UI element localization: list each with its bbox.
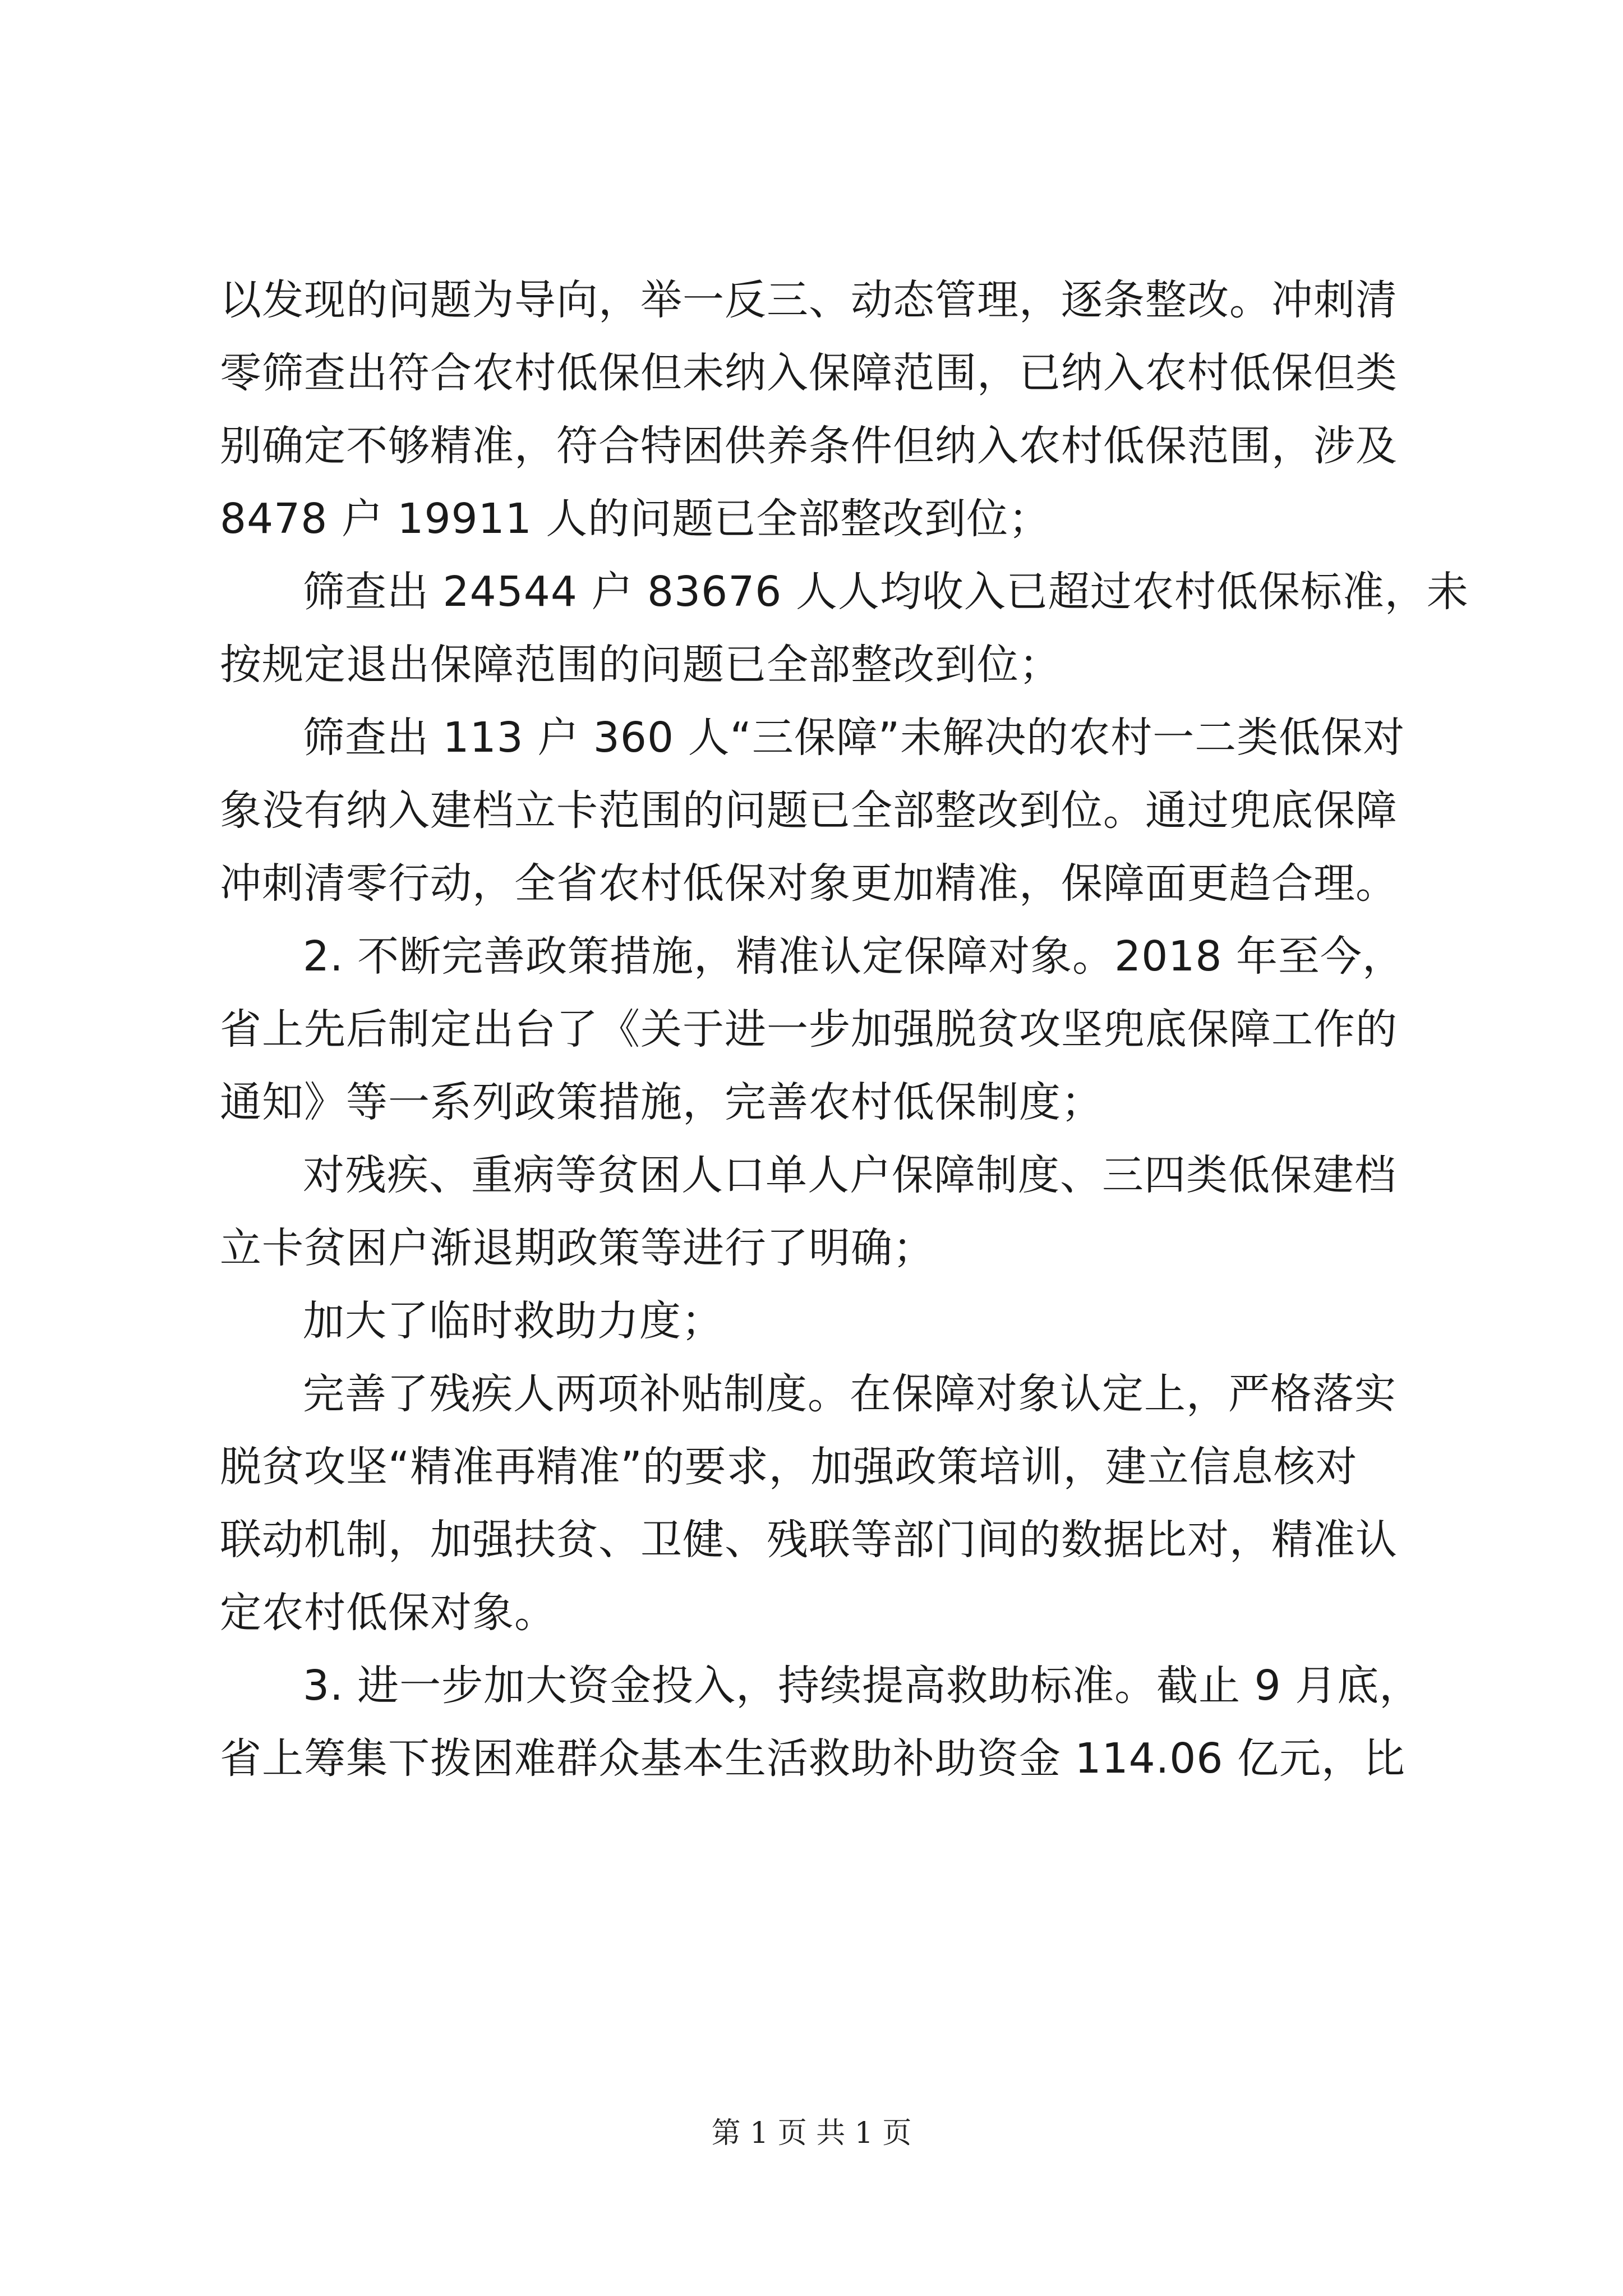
text-line: 筛查出 24544 户 83676 人人均收入已超过农村低保标准，未 [303, 568, 1469, 616]
body-text [220, 264, 1469, 1795]
text-line: 8478 户 19911 人的问题已全部整改到位； [220, 495, 1051, 543]
text-line: 按规定退出保障范围的问题已全部整改到位； [220, 641, 1061, 689]
text-line: 完善了残疾人两项补贴制度。在保障对象认定上，严格落实 [303, 1370, 1396, 1418]
text-line: 对残疾、重病等贫困人口单人户保障制度、三四类低保建档 [303, 1151, 1396, 1199]
text-line: 别确定不够精准，符合特困供养条件但纳入农村低保范围，涉及 [220, 422, 1398, 470]
text-line: 脱贫攻坚“精准再精准”的要求，加强政策培训，建立信息核对 [220, 1443, 1358, 1491]
text-line: 联动机制，加强扶贫、卫健、残联等部门间的数据比对，精准认 [220, 1516, 1398, 1564]
text-line: 2. 不断完善政策措施，精准认定保障对象。2018 年至今， [303, 932, 1404, 981]
text-line: 零筛查出符合农村低保但未纳入保障范围，已纳入农村低保但类 [220, 349, 1398, 397]
page-footer: 第 1 页 共 1 页 [711, 2116, 912, 2150]
text-line: 立卡贫困户渐退期政策等进行了明确； [220, 1224, 935, 1272]
text-line: 加大了临时救助力度； [303, 1297, 723, 1345]
text-line: 省上先后制定出台了《关于进一步加强脱贫攻坚兜底保障工作的 [220, 1005, 1398, 1053]
text-line: 以发现的问题为导向，举一反三、动态管理，逐条整改。冲刺清 [220, 276, 1398, 324]
text-line: 定农村低保对象。 [220, 1589, 556, 1637]
text-line: 象没有纳入建档立卡范围的问题已全部整改到位。通过兜底保障 [220, 786, 1398, 835]
text-line: 3. 进一步加大资金投入，持续提高救助标准。截止 9 月底， [303, 1662, 1422, 1710]
text-line: 冲刺清零行动，全省农村低保对象更加精准，保障面更趋合理。 [220, 859, 1398, 908]
text-line: 通知》等一系列政策措施，完善农村低保制度； [220, 1078, 1103, 1126]
text-line: 省上筹集下拨困难群众基本生活救助补助资金 114.06 亿元，比 [220, 1734, 1405, 1783]
text-line: 筛查出 113 户 360 人“三保障”未解决的农村一二类低保对 [303, 714, 1405, 762]
